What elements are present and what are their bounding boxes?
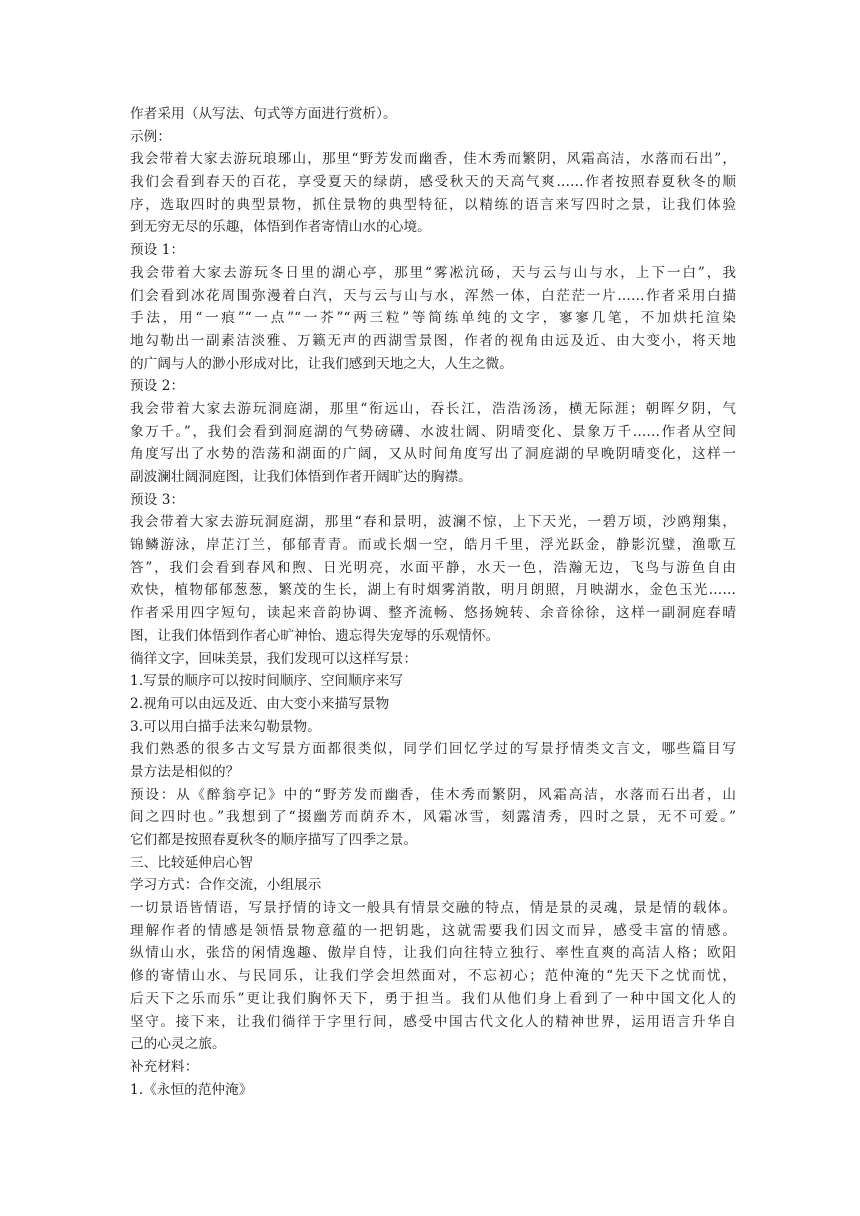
text-line: 欢快，植物郁郁葱葱，繁茂的生长，湖上有时烟雾消散，明月朗照，月映湖水，金色玉光…… <box>130 582 736 599</box>
text-line: 预设：从《醉翁亭记》中的“野芳发而幽香，佳木秀而繁阴，风霜高洁，水落而石出者，山 <box>130 786 736 803</box>
text-line: 地勾勒出一副素洁淡雅、万籁无声的西湖雪景图，作者的视角由远及近、由大变小，将天地 <box>130 332 736 349</box>
text-line: 到无穷无尽的乐趣，体悟到作者寄情山水的心境。 <box>130 219 431 236</box>
text-line: 锦鳞游泳，岸芷汀兰，郁郁青青。而或长烟一空，皓月千里，浮光跃金，静影沉璧，渔歌互 <box>130 537 736 554</box>
text-line: 我会带着大家去游玩琅琊山，那里“野芳发而幽香，佳木秀而繁阴，风霜高洁，水落而石出”， <box>130 151 736 168</box>
text-line: 徜徉文字，回味美景，我们发现可以这样写景： <box>130 650 418 667</box>
text-line: 序，选取四时的典型景物，抓住景物的典型特征，以精练的语言来写四时之景，让我们体验 <box>130 196 736 213</box>
text-line: 2.视角可以由远及近、由大变小来描写景物 <box>130 695 390 712</box>
text-line: 我们熟悉的很多古文写景方面都很类似，同学们回忆学过的写景抒情类文言文，哪些篇目写 <box>130 741 736 758</box>
text-line: 间之四时也。”我想到了“掇幽芳而荫乔木，风霜冰雪，刻露清秀，四时之景，无不可爱。” <box>130 809 736 826</box>
text-line: 预设 3： <box>130 491 185 508</box>
text-line: 作者采用（从写法、句式等方面进行赏析）。 <box>130 106 397 122</box>
text-line: 理解作者的情感是领悟景物意蕴的一把钥匙，这就需要我们因文而异，感受丰富的情感。 <box>130 922 736 939</box>
text-line: 我会带着大家去游玩冬日里的湖心亭，那里“雾凇沆砀，天与云与山与水，上下一白”，我 <box>130 264 736 281</box>
section-heading: 三、比较延伸启心智 <box>130 854 254 871</box>
text-line: 的广阔与人的渺小形成对比，让我们感到天地之大，人生之微。 <box>130 355 513 372</box>
text-line: 示例： <box>130 128 172 145</box>
text-line: 答”，我们会看到春风和煦、日光明亮，水面平静，水天一色，浩瀚无边，飞鸟与游鱼自由 <box>130 559 736 576</box>
text-line: 预设 2： <box>130 378 185 395</box>
text-line: 一切景语皆情语，写景抒情的诗文一般具有情景交融的特点，情是景的灵魂，景是情的载体。 <box>130 900 736 917</box>
text-line: 我会带着大家去游玩洞庭湖，那里“春和景明，波澜不惊，上下天光，一碧万顷，沙鸥翔集， <box>130 514 736 531</box>
text-line: 己的心灵之旅。 <box>130 1036 226 1053</box>
text-line: 修的寄情山水、与民同乐，让我们学会坦然面对，不忘初心；范仲淹的“先天下之忧而忧， <box>130 968 736 985</box>
text-line: 补充材料： <box>130 1058 199 1075</box>
text-line: 纵情山水，张岱的闲情逸趣、傲岸自恃，让我们向往特立独行、率性直爽的高洁人格；欧阳 <box>130 945 736 962</box>
text-line: 角度写出了水势的浩荡和湖面的广阔，又从时间角度写出了洞庭湖的早晚阴晴变化，这样一 <box>130 446 736 463</box>
text-line: 副波澜壮阔洞庭图，让我们体悟到作者开阔旷达的胸襟。 <box>130 469 472 485</box>
text-line: 我会带着大家去游玩洞庭湖，那里“衔远山，吞长江，浩浩汤汤，横无际涯；朝晖夕阴，气 <box>130 400 736 417</box>
text-line: 们会看到冰花周围弥漫着白汽，天与云与山与水，浑然一体，白茫茫一片……作者采用白描 <box>130 287 736 304</box>
document-body <box>130 103 736 1101</box>
text-line: 手法，用“一痕”“一点”“一芥”“两三粒”等简练单纯的文字，寥寥几笔，不加烘托渲染 <box>130 310 736 327</box>
text-line: 景方法是相似的？ <box>130 763 240 780</box>
text-line: 3.可以用白描手法来勾勒景物。 <box>130 718 321 735</box>
text-line: 我们会看到春天的百花，享受夏天的绿荫，感受秋天的天高气爽……作者按照春夏秋冬的顺 <box>130 174 736 191</box>
text-line: 象万千。”，我们会看到洞庭湖的气势磅礴、水波壮阔、阴晴变化、景象万千……作者从空间 <box>130 423 736 440</box>
text-line: 作者采用四字短句，读起来音韵协调、整齐流畅、悠扬婉转、余音徐徐，这样一副洞庭春晴 <box>130 605 736 622</box>
text-line: 1.《永恒的范仲淹》 <box>130 1081 253 1098</box>
text-line: 后天下之乐而乐”更让我们胸怀天下，勇于担当。我们从他们身上看到了一种中国文化人的 <box>130 990 736 1007</box>
text-line: 学习方式：合作交流，小组展示 <box>130 877 322 894</box>
text-line: 预设 1： <box>130 242 185 259</box>
text-line: 图，让我们体悟到作者心旷神怡、遗忘得失宠辱的乐观情怀。 <box>130 627 500 644</box>
text-line: 1.写景的顺序可以按时间顺序、空间顺序来写 <box>130 673 403 690</box>
text-line: 坚守。接下来，让我们徜徉于字里行间，感受中国古代文化人的精神世界，运用语言升华自 <box>130 1013 736 1030</box>
text-line: 它们都是按照春夏秋冬的顺序描写了四季之景。 <box>130 832 418 848</box>
